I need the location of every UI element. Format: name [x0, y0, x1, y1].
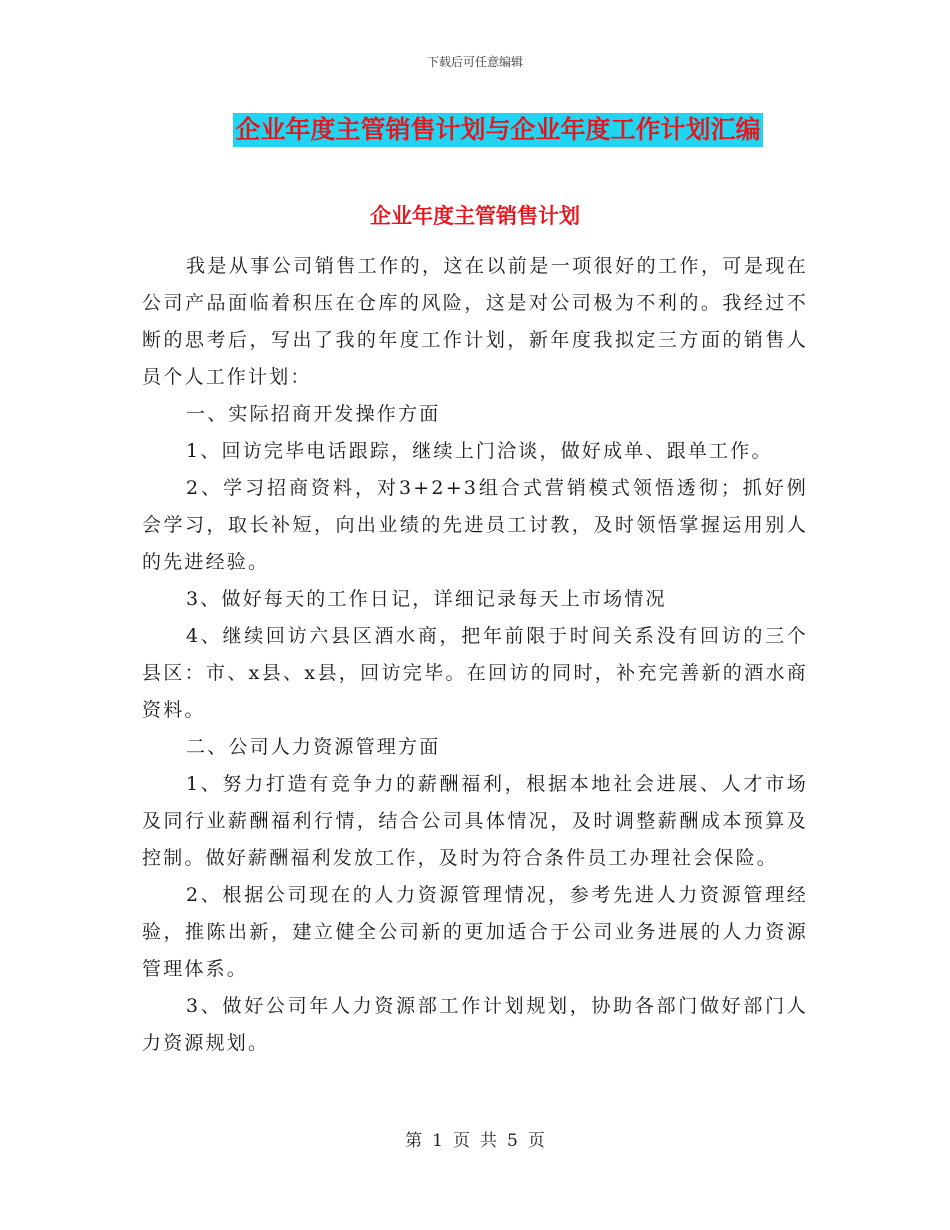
paragraph: 3、做好每天的工作日记，详细记录每天上市场情况 [186, 588, 667, 610]
paragraph: 2、根据公司现在的人力资源管理情况，参考先进人力资源管理经验，推陈出新，建立健全公司新的更加适合于公司业务进展的人力资源管理体系。 [142, 884, 808, 980]
paragraph: 4、继续回访六县区酒水商，把年前限于时间关系没有回访的三个县区：市、x县、x县，回访完毕。在回访的同时，补充完善新的酒水商资料。 [142, 625, 808, 721]
section-title: 企业年度主管销售计划 [370, 203, 580, 228]
total-unit: 页 [527, 1131, 545, 1151]
page-unit: 页 [453, 1131, 470, 1151]
paragraph: 2、学习招商资料，对3+2+3组合式营销模式领悟透彻；抓好例会学习，取长补短，向出业绩的先进员工讨教，及时领悟掌握运用别人的先进经验。 [142, 477, 808, 573]
document-body [142, 248, 808, 1062]
total-pages: 5 [507, 1131, 518, 1151]
header-note: 下载后可任意编辑 [426, 55, 523, 69]
paragraph: 二、公司人力资源管理方面 [186, 736, 441, 758]
total-label: 共 [480, 1131, 497, 1151]
document-title: 企业年度主管销售计划与企业年度工作计划汇编 [233, 113, 762, 147]
page-label: 第 [405, 1131, 423, 1151]
paragraph: 一、实际招商开发操作方面 [186, 403, 441, 425]
paragraph: 我是从事公司销售工作的，这在以前是一项很好的工作，可是现在公司产品面临着积压在仓库的风险，这是对公司极为不利的。我经过不断的思考后，写出了我的年度工作计划，新年度我拟定三方面的销售人员个人工作计划： [142, 255, 808, 388]
main-title-container [0, 113, 950, 147]
page-number: 1 [432, 1131, 443, 1151]
paragraph: 3、做好公司年人力资源部工作计划规划，协助各部门做好部门人力资源规划。 [142, 995, 808, 1054]
paragraph: 1、努力打造有竞争力的薪酬福利，根据本地社会进展、人才市场及同行业薪酬福利行情，结合公司具体情况，及时调整薪酬成本预算及控制。做好薪酬福利发放工作，及时为符合条件员工办理社会保险。 [142, 773, 808, 869]
paragraph: 1、回访完毕电话跟踪，继续上门洽谈，做好成单、跟单工作。 [186, 440, 773, 462]
page-footer [0, 1126, 950, 1151]
